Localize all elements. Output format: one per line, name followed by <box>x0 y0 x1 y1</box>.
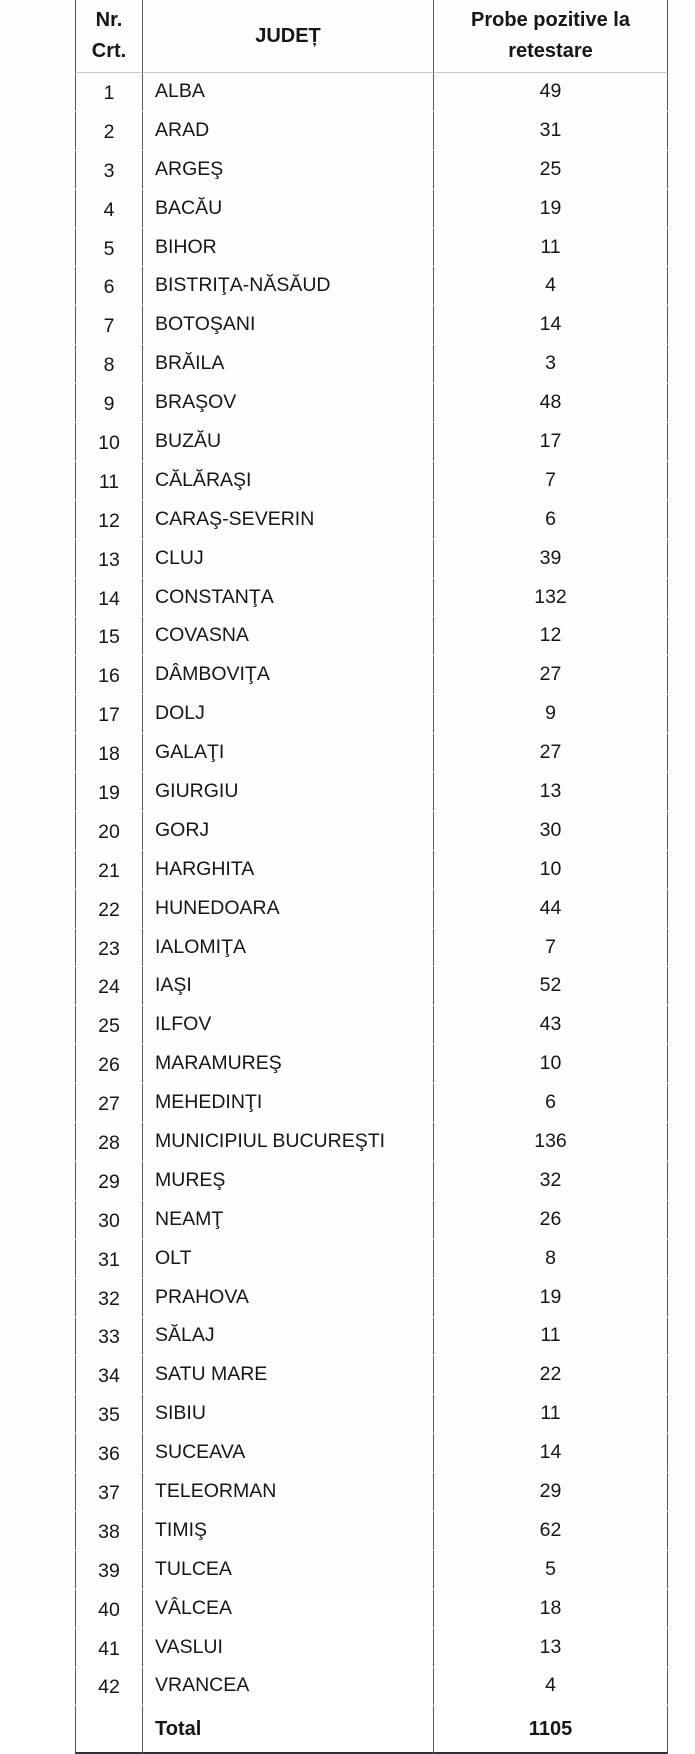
value-cell: 4 <box>434 267 668 306</box>
value-cell: 10 <box>434 851 668 890</box>
county-retest-table <box>75 0 668 1754</box>
value-cell: 62 <box>434 1512 668 1551</box>
total-empty-cell <box>75 1706 143 1754</box>
county-name-cell: TULCEA <box>143 1551 434 1590</box>
county-name-cell: BIHOR <box>143 229 434 268</box>
table-row <box>75 773 668 812</box>
row-number-cell: 9 <box>75 384 143 423</box>
value-cell: 12 <box>434 617 668 656</box>
table-row <box>75 190 668 229</box>
header-row <box>75 0 668 73</box>
county-name-cell: COVASNA <box>143 617 434 656</box>
row-number-cell: 40 <box>75 1590 143 1629</box>
table-header <box>75 0 668 73</box>
row-number-cell: 15 <box>75 617 143 656</box>
value-cell: 13 <box>434 1629 668 1668</box>
table-row <box>75 695 668 734</box>
table-row <box>75 1318 668 1357</box>
value-cell: 27 <box>434 734 668 773</box>
county-name-cell: MARAMUREŞ <box>143 1045 434 1084</box>
table-row <box>75 929 668 968</box>
header-nr-crt: Nr. Crt. <box>75 0 143 73</box>
row-number-cell: 32 <box>75 1279 143 1318</box>
county-name-cell: TIMIŞ <box>143 1512 434 1551</box>
county-name-cell: MEHEDINŢI <box>143 1084 434 1123</box>
value-cell: 132 <box>434 579 668 618</box>
row-number-cell: 4 <box>75 190 143 229</box>
county-name-cell: CARAŞ-SEVERIN <box>143 501 434 540</box>
value-cell: 10 <box>434 1045 668 1084</box>
value-cell: 19 <box>434 1279 668 1318</box>
county-name-cell: DOLJ <box>143 695 434 734</box>
value-cell: 9 <box>434 695 668 734</box>
row-number-cell: 18 <box>75 734 143 773</box>
row-number-cell: 2 <box>75 112 143 151</box>
table-row <box>75 1512 668 1551</box>
table-row <box>75 1473 668 1512</box>
row-number-cell: 29 <box>75 1162 143 1201</box>
row-number-cell: 31 <box>75 1240 143 1279</box>
value-cell: 17 <box>434 423 668 462</box>
value-cell: 27 <box>434 656 668 695</box>
county-name-cell: SUCEAVA <box>143 1434 434 1473</box>
table-row <box>75 812 668 851</box>
header-judet: JUDEȚ <box>143 0 434 73</box>
value-cell: 11 <box>434 1395 668 1434</box>
table-row <box>75 1162 668 1201</box>
row-number-cell: 27 <box>75 1084 143 1123</box>
row-number-cell: 24 <box>75 967 143 1006</box>
table-row <box>75 423 668 462</box>
table-row <box>75 1201 668 1240</box>
county-name-cell: ALBA <box>143 73 434 112</box>
value-cell: 49 <box>434 73 668 112</box>
row-number-cell: 20 <box>75 812 143 851</box>
value-cell: 5 <box>434 1551 668 1590</box>
table-row <box>75 1084 668 1123</box>
value-cell: 3 <box>434 345 668 384</box>
row-number-cell: 35 <box>75 1395 143 1434</box>
county-name-cell: ARGEŞ <box>143 151 434 190</box>
county-name-cell: CĂLĂRAŞI <box>143 462 434 501</box>
table-row <box>75 1551 668 1590</box>
county-name-cell: BUZĂU <box>143 423 434 462</box>
row-number-cell: 30 <box>75 1201 143 1240</box>
county-name-cell: VRANCEA <box>143 1668 434 1707</box>
county-name-cell: SATU MARE <box>143 1356 434 1395</box>
county-name-cell: VÂLCEA <box>143 1590 434 1629</box>
row-number-cell: 38 <box>75 1512 143 1551</box>
table-row <box>75 890 668 929</box>
value-cell: 44 <box>434 890 668 929</box>
row-number-cell: 7 <box>75 306 143 345</box>
row-number-cell: 36 <box>75 1434 143 1473</box>
total-value: 1105 <box>434 1706 668 1754</box>
table-row <box>75 73 668 112</box>
county-name-cell: SIBIU <box>143 1395 434 1434</box>
table-row <box>75 384 668 423</box>
table-row <box>75 345 668 384</box>
value-cell: 4 <box>434 1668 668 1707</box>
row-number-cell: 21 <box>75 851 143 890</box>
row-number-cell: 37 <box>75 1473 143 1512</box>
table-row <box>75 656 668 695</box>
row-number-cell: 8 <box>75 345 143 384</box>
value-cell: 52 <box>434 967 668 1006</box>
value-cell: 22 <box>434 1356 668 1395</box>
row-number-cell: 23 <box>75 929 143 968</box>
row-number-cell: 3 <box>75 151 143 190</box>
value-cell: 29 <box>434 1473 668 1512</box>
value-cell: 6 <box>434 501 668 540</box>
table-footer <box>75 1706 668 1754</box>
table-row <box>75 1240 668 1279</box>
row-number-cell: 33 <box>75 1318 143 1357</box>
table-row <box>75 1006 668 1045</box>
row-number-cell: 12 <box>75 501 143 540</box>
row-number-cell: 22 <box>75 890 143 929</box>
value-cell: 136 <box>434 1123 668 1162</box>
county-name-cell: BOTOŞANI <box>143 306 434 345</box>
table-row <box>75 540 668 579</box>
county-name-cell: TELEORMAN <box>143 1473 434 1512</box>
row-number-cell: 1 <box>75 73 143 112</box>
table-row <box>75 1629 668 1668</box>
row-number-cell: 19 <box>75 773 143 812</box>
table-row <box>75 306 668 345</box>
value-cell: 7 <box>434 929 668 968</box>
table-row <box>75 1668 668 1707</box>
county-name-cell: PRAHOVA <box>143 1279 434 1318</box>
value-cell: 8 <box>434 1240 668 1279</box>
row-number-cell: 42 <box>75 1668 143 1707</box>
county-name-cell: BACĂU <box>143 190 434 229</box>
row-number-cell: 16 <box>75 656 143 695</box>
county-name-cell: BRAŞOV <box>143 384 434 423</box>
row-number-cell: 28 <box>75 1123 143 1162</box>
table-row <box>75 967 668 1006</box>
county-name-cell: DÂMBOVIŢA <box>143 656 434 695</box>
table-row <box>75 1434 668 1473</box>
table-row <box>75 151 668 190</box>
county-name-cell: CONSTANŢA <box>143 579 434 618</box>
county-name-cell: HUNEDOARA <box>143 890 434 929</box>
county-name-cell: BISTRIŢA-NĂSĂUD <box>143 267 434 306</box>
value-cell: 19 <box>434 190 668 229</box>
row-number-cell: 25 <box>75 1006 143 1045</box>
value-cell: 48 <box>434 384 668 423</box>
header-probe-pozitive: Probe pozitive la retestare <box>434 0 668 73</box>
value-cell: 39 <box>434 540 668 579</box>
table-row <box>75 1356 668 1395</box>
table-row <box>75 851 668 890</box>
county-name-cell: SĂLAJ <box>143 1318 434 1357</box>
table-row <box>75 579 668 618</box>
table-row <box>75 267 668 306</box>
value-cell: 30 <box>434 812 668 851</box>
county-name-cell: MUREŞ <box>143 1162 434 1201</box>
table-row <box>75 229 668 268</box>
county-retest-table-container <box>75 0 668 1754</box>
row-number-cell: 39 <box>75 1551 143 1590</box>
county-name-cell: GALAŢI <box>143 734 434 773</box>
table-row <box>75 1045 668 1084</box>
county-name-cell: HARGHITA <box>143 851 434 890</box>
county-name-cell: BRĂILA <box>143 345 434 384</box>
table-row <box>75 1395 668 1434</box>
county-name-cell: ILFOV <box>143 1006 434 1045</box>
value-cell: 6 <box>434 1084 668 1123</box>
value-cell: 14 <box>434 1434 668 1473</box>
county-name-cell: CLUJ <box>143 540 434 579</box>
row-number-cell: 13 <box>75 540 143 579</box>
total-label: Total <box>143 1706 434 1754</box>
row-number-cell: 10 <box>75 423 143 462</box>
value-cell: 31 <box>434 112 668 151</box>
table-body <box>75 73 668 1706</box>
row-number-cell: 17 <box>75 695 143 734</box>
row-number-cell: 41 <box>75 1629 143 1668</box>
value-cell: 43 <box>434 1006 668 1045</box>
table-row <box>75 617 668 656</box>
value-cell: 13 <box>434 773 668 812</box>
county-name-cell: ARAD <box>143 112 434 151</box>
value-cell: 14 <box>434 306 668 345</box>
county-name-cell: IALOMIŢA <box>143 929 434 968</box>
table-row <box>75 112 668 151</box>
value-cell: 11 <box>434 229 668 268</box>
county-name-cell: IAŞI <box>143 967 434 1006</box>
total-row <box>75 1706 668 1754</box>
table-row <box>75 734 668 773</box>
value-cell: 18 <box>434 1590 668 1629</box>
county-name-cell: NEAMŢ <box>143 1201 434 1240</box>
table-row <box>75 1123 668 1162</box>
row-number-cell: 11 <box>75 462 143 501</box>
value-cell: 32 <box>434 1162 668 1201</box>
value-cell: 26 <box>434 1201 668 1240</box>
row-number-cell: 14 <box>75 579 143 618</box>
row-number-cell: 26 <box>75 1045 143 1084</box>
row-number-cell: 5 <box>75 229 143 268</box>
value-cell: 11 <box>434 1318 668 1357</box>
county-name-cell: MUNICIPIUL BUCUREŞTI <box>143 1123 434 1162</box>
table-row <box>75 501 668 540</box>
row-number-cell: 34 <box>75 1356 143 1395</box>
county-name-cell: GORJ <box>143 812 434 851</box>
value-cell: 7 <box>434 462 668 501</box>
table-row <box>75 462 668 501</box>
county-name-cell: OLT <box>143 1240 434 1279</box>
county-name-cell: GIURGIU <box>143 773 434 812</box>
row-number-cell: 6 <box>75 267 143 306</box>
table-row <box>75 1279 668 1318</box>
table-row <box>75 1590 668 1629</box>
county-name-cell: VASLUI <box>143 1629 434 1668</box>
value-cell: 25 <box>434 151 668 190</box>
